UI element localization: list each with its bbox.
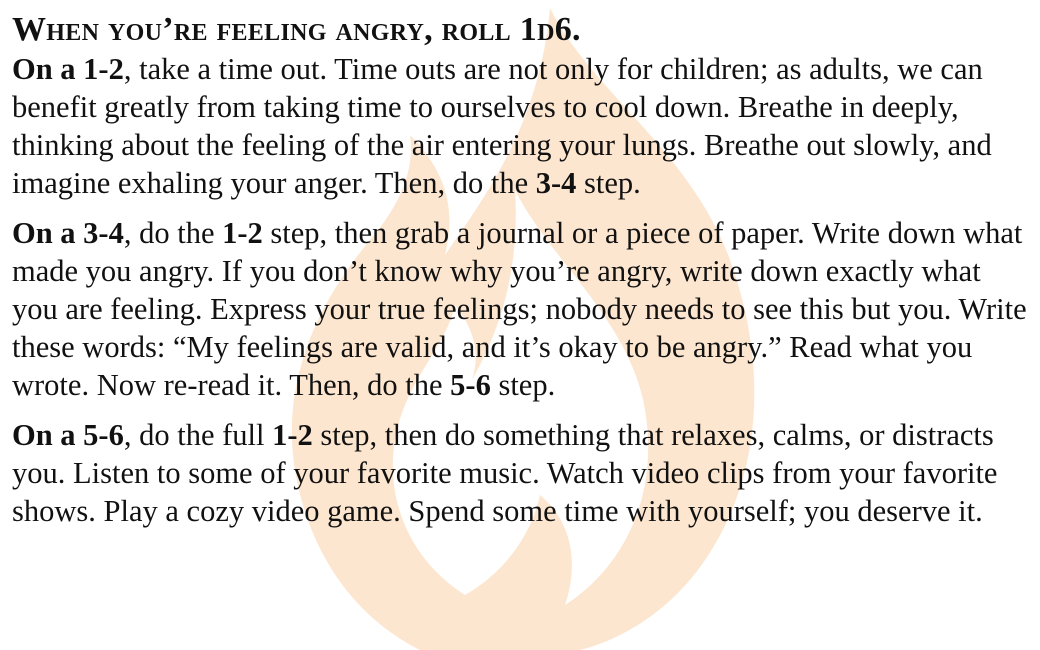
roll-result-label: On a 3-4 [12, 216, 124, 250]
paragraph-text: step. [576, 166, 641, 200]
step-reference: 1-2 [272, 418, 313, 452]
paragraph-list [12, 50, 1028, 530]
roll-result-paragraph [12, 214, 1028, 404]
step-reference: 1-2 [222, 216, 263, 250]
paragraph-text: step, then grab a journal or a piece of paper. Write down what made you angry. If you don’t know why you’re angry, write down exactly what you are feeling. Express your true feelings; nobody needs to see this but you. Write these words: “My feelings are valid, and it’s okay to be angry.” Read what you wrote. Now re-read it. Then, do the [12, 216, 1027, 402]
roll-result-label: On a 5-6 [12, 418, 124, 452]
paragraph-text: , take a time out. Time outs are not only for children; as adults, we can benefit greatly from taking time to ourselves to cool down. Breathe in deeply, thinking about the feeling of the air entering your lungs. Breathe out slowly, and imagine exhaling your anger. Then, do the [12, 52, 992, 200]
roll-result-paragraph [12, 50, 1028, 202]
step-reference: 3-4 [535, 166, 577, 200]
roll-result-paragraph [12, 416, 1028, 530]
paragraph-text: , do the [123, 216, 223, 250]
paragraph-text: , do the full [123, 418, 273, 452]
roll-result-label: On a 1-2 [12, 52, 124, 86]
paragraph-text: step. [490, 368, 556, 402]
paragraph-text: step, then do something that relaxes, calms, or distracts you. Listen to some of your favorite music. Watch video clips from your favorite shows. Play a cozy video game. Spend some time with yourself; you deserve it. [12, 418, 998, 528]
step-reference: 5-6 [450, 368, 491, 402]
page-title: When you’re feeling angry, roll 1d6. [12, 11, 581, 48]
